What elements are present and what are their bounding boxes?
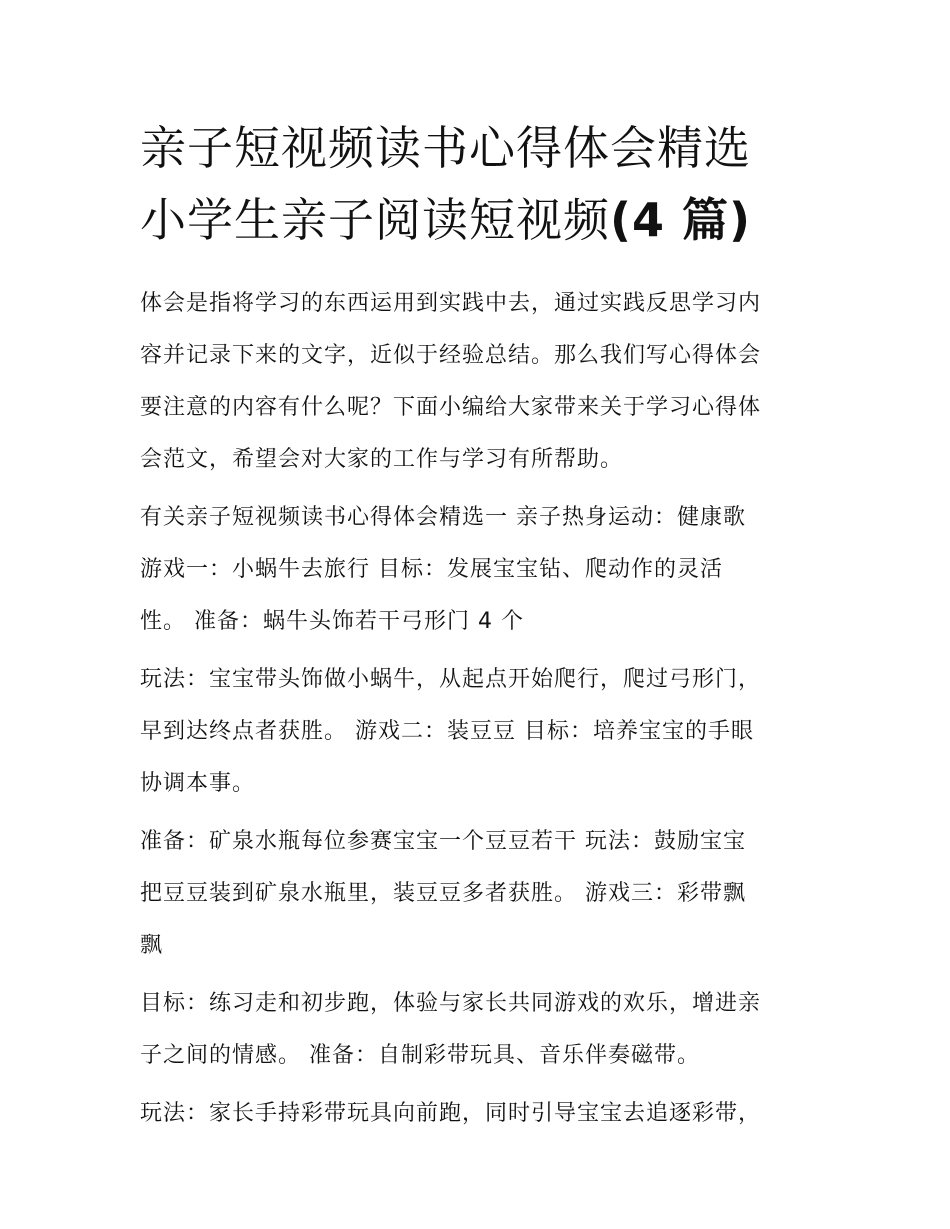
title-line-1: 亲子短视频读书心得体会精选: [140, 121, 751, 175]
paragraph: [140, 492, 820, 648]
text-line: 容并记录下来的文字，近似于经验总结。那么我们写心得体会: [140, 343, 762, 368]
text-line: 把豆豆装到矿泉水瓶里，装豆豆多者获胜。 游戏三：彩带飘: [140, 881, 746, 906]
text-line: 玩法：宝宝带头饰做小蜗牛，从起点开始爬行，爬过弓形门，: [140, 667, 762, 692]
text-line: 子之间的情感。 准备：自制彩带玩具、音乐伴奏磁带。: [140, 1043, 700, 1068]
title-line-2: [140, 184, 820, 256]
text-line: 目标：练习走和初步跑，体验与家长共同游戏的欢乐，增进亲: [140, 991, 762, 1016]
document-body: [140, 278, 820, 1140]
text-line: 性。 准备：蜗牛头饰若干弓形门 4 个: [140, 609, 524, 634]
text-line: 玩法：家长手持彩带玩具向前跑，同时引导宝宝去追逐彩带，: [140, 1101, 762, 1126]
paragraph: [140, 816, 820, 972]
paragraph: [140, 278, 820, 486]
paragraph: [140, 1088, 820, 1140]
text-line: 早到达终点者获胜。 游戏二：装豆豆 目标：培养宝宝的手眼: [140, 719, 754, 744]
document-title: [140, 112, 820, 256]
paragraph: [140, 978, 820, 1082]
document-page: [140, 112, 820, 1146]
text-line: 会范文，希望会对大家的工作与学习有所帮助。: [140, 447, 624, 472]
text-line: 要注意的内容有什么呢？下面小编给大家带来关于学习心得体: [140, 395, 762, 420]
text-line: 协调本事。: [140, 771, 256, 796]
title-line-2-text: 小学生亲子阅读短视频: [140, 193, 610, 247]
text-line: 体会是指将学习的东西运用到实践中去，通过实践反思学习内: [140, 291, 762, 316]
text-line: 游戏一：小蜗牛去旅行 目标：发展宝宝钻、爬动作的灵活: [140, 557, 723, 582]
text-line: 有关亲子短视频读书心得体会精选一 亲子热身运动：健康歌: [140, 505, 746, 530]
paragraph: [140, 654, 820, 810]
text-line: 飘: [140, 933, 164, 958]
title-count: (4 篇): [610, 193, 752, 247]
text-line: 准备：矿泉水瓶每位参赛宝宝一个豆豆若干 玩法：鼓励宝宝: [140, 829, 746, 854]
